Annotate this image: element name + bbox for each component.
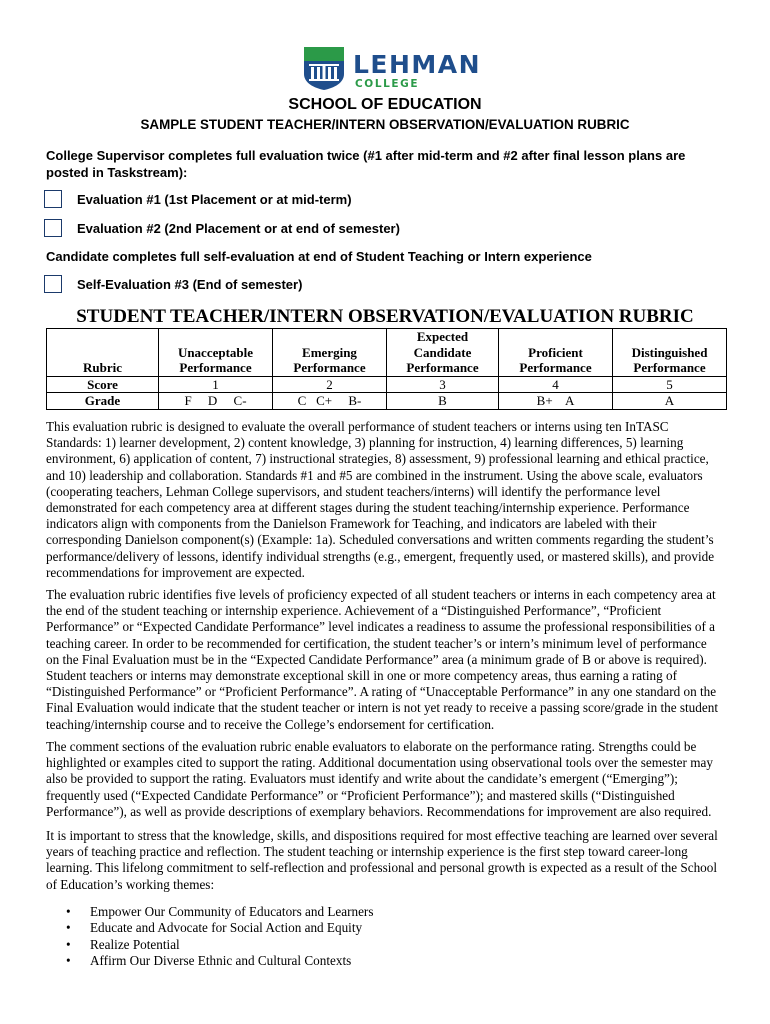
rubric-title: STUDENT TEACHER/INTERN OBSERVATION/EVALUATION RUBRIC [76,306,694,327]
table-cell: 1 [159,376,273,393]
table-row [47,393,727,410]
logo-wordmark: LEHMAN [353,50,482,79]
theme-text: Affirm Our Diverse Ethnic and Cultural Contexts [90,953,352,969]
table-header-cell: Proficient Performance [499,329,613,377]
supervisor-instructions: College Supervisor completes full evaluation twice (#1 after mid-term and #2 after final lesson plans are posted in Taskstream): [46,148,686,180]
bullet-icon: • [66,953,71,969]
table-header-cell: Emerging Performance [273,329,387,377]
table-cell: B [387,393,499,410]
self-evaluation-checkbox[interactable] [44,275,62,293]
bullet-icon: • [66,904,71,919]
table-cell: Score [47,376,159,393]
working-themes-paragraph: It is important to stress that the knowledge, skills, and dispositions required for most effective teaching are learned over several years of teaching practice and reflection. The student teaching or internship experience is the first step toward career-long learning. This lifelong commitment to self-reflection and professional and personal growth is expected as a result of the School of Education’s working themes: [46,828,718,892]
comment-sections-paragraph: The comment sections of the evaluation rubric enable evaluators to elaborate on the performance rating. Strengths could be highlighted or examples cited to support the rating. Additional documentation using observational tools over the semester may also be provided to support the rating. Evaluators must identify and write about the candidate’s emergent (“Emerging”); frequently used (“Expected Candidate Performance” or “Proficient Performance”); and mastered skills (“Distinguished Performance”), as well as provide descriptions of exemplary behaviors. Recommendations for improvement are also required. [46,739,713,819]
table-cell: C C+ B- [273,393,387,410]
working-themes-list [46,904,373,970]
evaluation-2-label: Evaluation #2 (2nd Placement or at end of semester) [77,221,400,236]
table-cell: B+ A [499,393,613,410]
table-cell: 2 [273,376,387,393]
table-row [47,376,727,393]
table-cell: 4 [499,376,613,393]
logo-subtitle: COLLEGE [355,78,420,90]
lehman-college-logo [303,46,482,92]
proficiency-levels-paragraph: The evaluation rubric identifies five levels of proficiency expected of all student teachers or interns in each competency area at the end of the student teaching or internship experience. Achievement of a “Distinguished Performance”, “Proficient Performance” or “Expected Candidate Performance” level indicates a readiness to assume the professional responsibilities of a teaching career. In order to be recommended for certification, the student teacher’s or intern’s minimum level of performance on the Final Evaluation must be in the “Expected Candidate Performance” area (a minimum grade of B or above is required). Student teachers or interns may demonstrate exceptional skill in one or more competency areas, thus earning a rating of “Distinguished Performance” or “Proficient Performance”. A rating of “Unacceptable Performance” in any one standard on the Final Evaluation would indicate that the student teacher or intern is not yet ready to receive a passing score/grade in the student teaching/internship course and to receive the College’s endorsement for certification. [46,587,718,732]
candidate-instructions: Candidate completes full self-evaluation at end of Student Teaching or Intern experience [46,249,592,264]
rubric-purpose-paragraph: This evaluation rubric is designed to evaluate the overall performance of student teachers or interns using ten InTASC Standards: 1) learner development, 2) content knowledge, 3) planning for instruction, 4) learning differences, 5) learning environment, 6) application of content, 7) instructional strategies, 8) assessment, 9) professional learning and ethical practice, and 10) leadership and collaboration. Standards #1 and #5 are combined in the instrument. Using the above scale, evaluators (cooperating teachers, Lehman College supervisors, and student teachers/interns) will identify the performance level demonstrated for each competency area at different stages during the student teaching/internship experience. Performance indicators align with components from the Danielson Framework for Teaching, and indicators are labeled with their corresponding Danielson component(s) (Example: 1a). Scheduled conversations and written comments regarding the student’s performance/delivery of lessons, identify individual strengths (e.g., emergent, frequently used, or mastered skills), and provide recommendations for improvement are expected. [46,419,715,580]
bullet-icon: • [66,936,71,952]
bullet-icon: • [66,920,71,936]
list-item [46,953,373,969]
document-subtitle: SAMPLE STUDENT TEACHER/INTERN OBSERVATION/EVALUATION RUBRIC [140,117,630,132]
school-title: SCHOOL OF EDUCATION [288,96,482,113]
table-cell: A [613,393,727,410]
table-cell: Grade [47,393,159,410]
theme-text: Educate and Advocate for Social Action and Equity [90,920,363,936]
rubric-scale-table [46,328,727,410]
college-shield-icon [303,46,345,90]
table-cell: 5 [613,376,727,393]
evaluation-1-label: Evaluation #1 (1st Placement or at mid-term) [77,192,352,207]
table-header-cell: Distinguished Performance [613,329,727,377]
table-header-cell: Rubric [47,329,159,377]
evaluation-1-checkbox[interactable] [44,190,62,208]
table-header-row [47,329,727,377]
list-item [46,937,373,953]
table-header-cell: Expected Candidate Performance [387,329,499,377]
theme-text: Realize Potential [90,936,180,952]
table-cell: F D C- [159,393,273,410]
evaluation-2-checkbox[interactable] [44,219,62,237]
list-item [46,904,373,920]
table-header-cell: Unacceptable Performance [159,329,273,377]
theme-text: Empower Our Community of Educators and Learners [90,904,374,919]
list-item [46,920,373,936]
self-evaluation-label: Self-Evaluation #3 (End of semester) [77,277,303,292]
table-cell: 3 [387,376,499,393]
